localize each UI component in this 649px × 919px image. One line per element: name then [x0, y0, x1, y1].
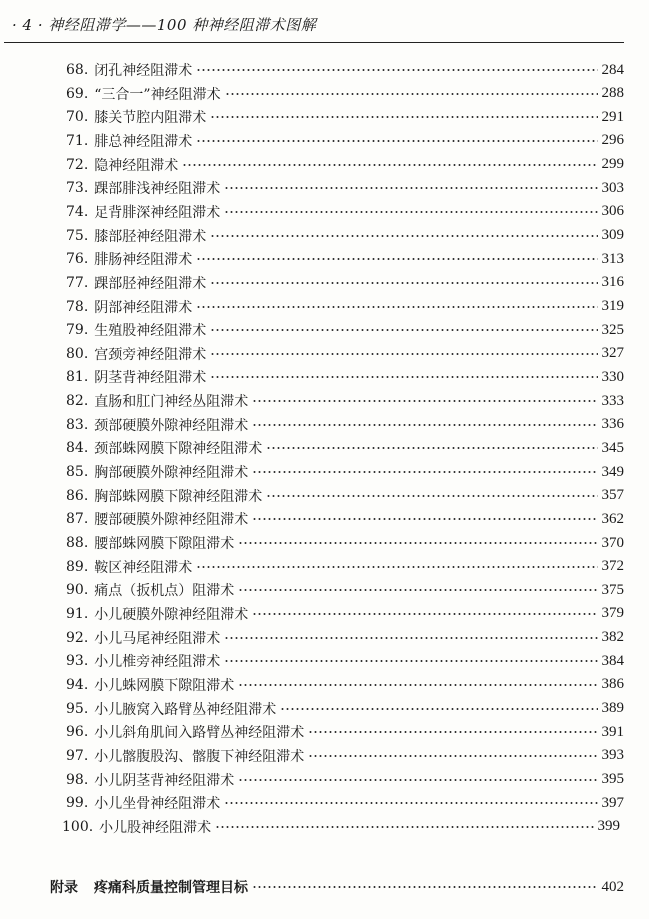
- toc-entry[interactable]: [66, 649, 624, 673]
- entry-number: 86.: [66, 487, 89, 504]
- leader-dots: [224, 187, 597, 189]
- leader-dots: [252, 471, 597, 473]
- entry-number: 100.: [62, 818, 94, 835]
- entry-page-number: 357: [601, 487, 624, 504]
- leader-dots: [196, 69, 597, 71]
- entry-page-number: 309: [601, 227, 624, 244]
- entry-title: 宫颈旁神经阻滞术: [94, 346, 207, 363]
- entry-page-number: 296: [601, 132, 624, 149]
- entry-page-number: 319: [601, 298, 624, 314]
- leader-dots: [210, 116, 597, 118]
- toc-entry[interactable]: [66, 318, 624, 342]
- entry-title: 小儿椎旁神经阻滞术: [94, 654, 221, 671]
- entry-title: 鞍区神经阻滞术: [94, 559, 193, 576]
- entry-title: 小儿坐骨神经阻滞术: [94, 796, 221, 813]
- entry-title: 膝部胫神经阻滞术: [94, 228, 207, 245]
- entry-page-number: 303: [601, 179, 624, 196]
- entry-number: 79.: [66, 322, 89, 339]
- entry-page-number: 382: [601, 629, 624, 646]
- toc-entry[interactable]: [66, 342, 624, 366]
- entry-number: 77.: [66, 274, 89, 291]
- leader-dots: [252, 613, 597, 615]
- entry-number: 80.: [66, 345, 89, 362]
- leader-dots: [210, 282, 597, 284]
- entry-title: 腓总神经阻滞术: [94, 133, 193, 150]
- entry-title: 足背腓深神经阻滞术: [94, 204, 221, 221]
- entry-title: 生殖股神经阻滞术: [94, 323, 207, 340]
- toc-entry[interactable]: [66, 153, 624, 177]
- entry-page-number: 333: [601, 392, 624, 409]
- entry-page-number: 399: [597, 818, 620, 835]
- entry-page-number: 370: [601, 534, 624, 551]
- entry-page-number: 313: [601, 250, 624, 267]
- toc-entry[interactable]: [66, 578, 624, 602]
- entry-page-number: 349: [601, 463, 624, 480]
- toc-entry[interactable]: [66, 768, 624, 792]
- entry-title: 腓肠神经阻滞术: [94, 252, 193, 269]
- toc-entry[interactable]: [66, 602, 624, 626]
- entry-number: 87.: [66, 511, 89, 528]
- leader-dots: [238, 779, 597, 781]
- entry-title: 阴部神经阻滞术: [94, 299, 193, 316]
- leader-dots: [252, 400, 597, 402]
- leader-dots: [196, 258, 597, 260]
- toc-entry[interactable]: [66, 129, 624, 153]
- entry-page-number: 299: [601, 156, 624, 173]
- toc-entry[interactable]: [66, 697, 624, 721]
- toc-entry[interactable]: [66, 176, 624, 200]
- entry-page-number: 325: [601, 321, 624, 338]
- toc-entry[interactable]: [66, 555, 624, 579]
- leader-dots: [280, 708, 597, 710]
- entry-title: 阴茎背神经阻滞术: [94, 370, 207, 387]
- leader-dots: [252, 424, 597, 426]
- toc-entry[interactable]: [66, 791, 624, 815]
- leader-dots: [224, 637, 597, 639]
- entry-page-number: 336: [601, 416, 624, 433]
- entry-title: 胸部蛛网膜下隙神经阻滞术: [94, 488, 263, 505]
- toc-entry[interactable]: [66, 224, 624, 248]
- entry-page-number: 327: [601, 345, 624, 362]
- leader-dots: [252, 518, 597, 520]
- leader-dots: [224, 660, 597, 662]
- entry-number: 84.: [66, 440, 89, 457]
- leader-dots: [196, 566, 597, 568]
- entry-page-number: 345: [601, 439, 624, 456]
- leader-dots: [308, 755, 597, 757]
- toc-entry[interactable]: [66, 531, 624, 555]
- toc-entry[interactable]: [66, 365, 624, 389]
- leader-dots: [210, 353, 597, 355]
- entry-page-number: 288: [601, 85, 624, 102]
- leader-dots: [238, 684, 597, 686]
- entry-page-number: 306: [601, 203, 624, 220]
- entry-page-number: 291: [601, 108, 624, 125]
- appendix-title: 疼痛科质量控制管理目标: [94, 880, 248, 896]
- entry-title: 隐神经阻滞术: [94, 157, 179, 174]
- entry-page-number: 397: [601, 794, 624, 811]
- toc-entry[interactable]: [66, 271, 624, 295]
- toc-entry[interactable]: [66, 82, 624, 106]
- entry-number: 68.: [66, 62, 89, 78]
- leader-dots: [210, 235, 597, 237]
- entry-title: 小儿硬膜外隙神经阻滞术: [94, 606, 249, 623]
- entry-number: 74.: [66, 203, 89, 220]
- entry-number: 91.: [66, 605, 89, 622]
- appendix-entry[interactable]: [50, 874, 624, 900]
- leader-dots: [182, 164, 597, 166]
- entry-number: 90.: [66, 582, 89, 599]
- entry-number: 81.: [66, 369, 89, 386]
- entry-page-number: 379: [601, 605, 624, 622]
- leader-dots: [266, 495, 597, 497]
- leader-dots: [252, 886, 598, 888]
- entry-page-number: 384: [601, 652, 624, 669]
- entry-number: 98.: [66, 771, 89, 788]
- toc-entry[interactable]: [66, 673, 624, 697]
- leader-dots: [238, 589, 597, 591]
- entry-page-number: 393: [601, 747, 624, 764]
- leader-dots: [266, 447, 597, 449]
- leader-dots: [196, 306, 597, 308]
- entry-page-number: 362: [601, 510, 624, 527]
- entry-title: “三合一”神经阻滞术: [94, 86, 221, 103]
- entry-page-number: 395: [601, 771, 624, 787]
- entry-number: 82.: [66, 393, 89, 410]
- entry-number: 89.: [66, 558, 89, 575]
- entry-number: 69.: [66, 85, 89, 102]
- toc-entry[interactable]: [66, 389, 624, 413]
- toc-entry[interactable]: [66, 484, 624, 508]
- entry-number: 93.: [66, 653, 89, 670]
- toc-entry[interactable]: [66, 247, 624, 271]
- entry-number: 95.: [66, 700, 89, 717]
- entry-title: 腰部硬膜外隙神经阻滞术: [94, 512, 249, 529]
- entry-title: 小儿阴茎背神经阻滞术: [94, 772, 235, 789]
- entry-number: 70.: [66, 109, 89, 126]
- entry-number: 72.: [66, 156, 89, 173]
- entry-number: 96.: [66, 724, 89, 741]
- entry-page-number: 375: [601, 581, 624, 598]
- entry-number: 99.: [66, 795, 89, 812]
- appendix-label: 附录: [50, 880, 78, 896]
- entry-number: 94.: [66, 676, 89, 693]
- entry-title: 小儿髂腹股沟、髂腹下神经阻滞术: [94, 748, 305, 765]
- entry-title: 小儿蛛网膜下隙阻滞术: [94, 677, 235, 694]
- entry-number: 76.: [66, 251, 89, 268]
- entry-title: 胸部硬膜外隙神经阻滞术: [94, 465, 249, 482]
- toc-entry[interactable]: [66, 200, 624, 224]
- entry-title: 小儿股神经阻滞术: [99, 819, 212, 836]
- entry-title: 膝关节腔内阻滞术: [94, 110, 207, 127]
- toc-entry[interactable]: [66, 58, 624, 82]
- entry-title: 直肠和肛门神经丛阻滞术: [94, 394, 249, 411]
- toc-entry[interactable]: [66, 626, 624, 650]
- entry-page-number: 372: [601, 558, 624, 575]
- entry-number: 92.: [66, 629, 89, 646]
- leader-dots: [224, 802, 597, 804]
- toc-entry[interactable]: [66, 460, 624, 484]
- entry-page-number: 389: [601, 700, 624, 717]
- leader-dots: [210, 376, 597, 378]
- entry-page-number: 330: [601, 368, 624, 385]
- toc-entry[interactable]: [66, 295, 624, 319]
- entry-number: 85.: [66, 464, 89, 481]
- entry-number: 75.: [66, 227, 89, 244]
- entry-number: 78.: [66, 298, 89, 315]
- entry-number: 88.: [66, 535, 89, 551]
- entry-title: 踝部腓浅神经阻滞术: [94, 181, 221, 198]
- leader-dots: [215, 826, 593, 828]
- entry-title: 颈部蛛网膜下隙神经阻滞术: [94, 441, 263, 458]
- entry-title: 痛点（扳机点）阻滞术: [94, 583, 235, 600]
- entry-page-number: 386: [601, 676, 624, 693]
- entry-title: 小儿斜角肌间入路臂丛神经阻滞术: [94, 725, 305, 742]
- toc-entry[interactable]: [66, 507, 624, 531]
- entry-title: 闭孔神经阻滞术: [94, 63, 193, 79]
- entry-title: 小儿腋窝入路臂丛神经阻滞术: [94, 701, 277, 718]
- toc-entry[interactable]: [66, 744, 624, 768]
- entry-title: 踝部胫神经阻滞术: [94, 275, 207, 292]
- leader-dots: [225, 93, 598, 95]
- entry-title: 小儿马尾神经阻滞术: [94, 630, 221, 647]
- entry-page-number: 316: [601, 274, 624, 291]
- leader-dots: [196, 140, 597, 142]
- toc-entry[interactable]: [62, 815, 620, 839]
- toc-entry[interactable]: [66, 720, 624, 744]
- leader-dots: [224, 211, 597, 213]
- entry-number: 97.: [66, 747, 89, 764]
- entry-page-number: 391: [601, 723, 624, 740]
- toc-entry[interactable]: [66, 436, 624, 460]
- entry-number: 73.: [66, 180, 89, 197]
- entry-number: 71.: [66, 132, 89, 149]
- leader-dots: [238, 542, 597, 544]
- entry-title: 颈部硬膜外隙神经阻滞术: [94, 417, 249, 434]
- entry-number: 83.: [66, 416, 89, 433]
- appendix-page-number: 402: [601, 878, 624, 895]
- entry-page-number: 284: [601, 61, 624, 78]
- leader-dots: [210, 329, 597, 331]
- toc-entry[interactable]: [66, 105, 624, 129]
- leader-dots: [308, 731, 597, 733]
- entry-title: 腰部蛛网膜下隙阻滞术: [94, 536, 235, 552]
- toc-entry[interactable]: [66, 413, 624, 437]
- running-header-text: · 4 · 神经阻滞学——100 种神经阻滞术图解: [12, 16, 317, 34]
